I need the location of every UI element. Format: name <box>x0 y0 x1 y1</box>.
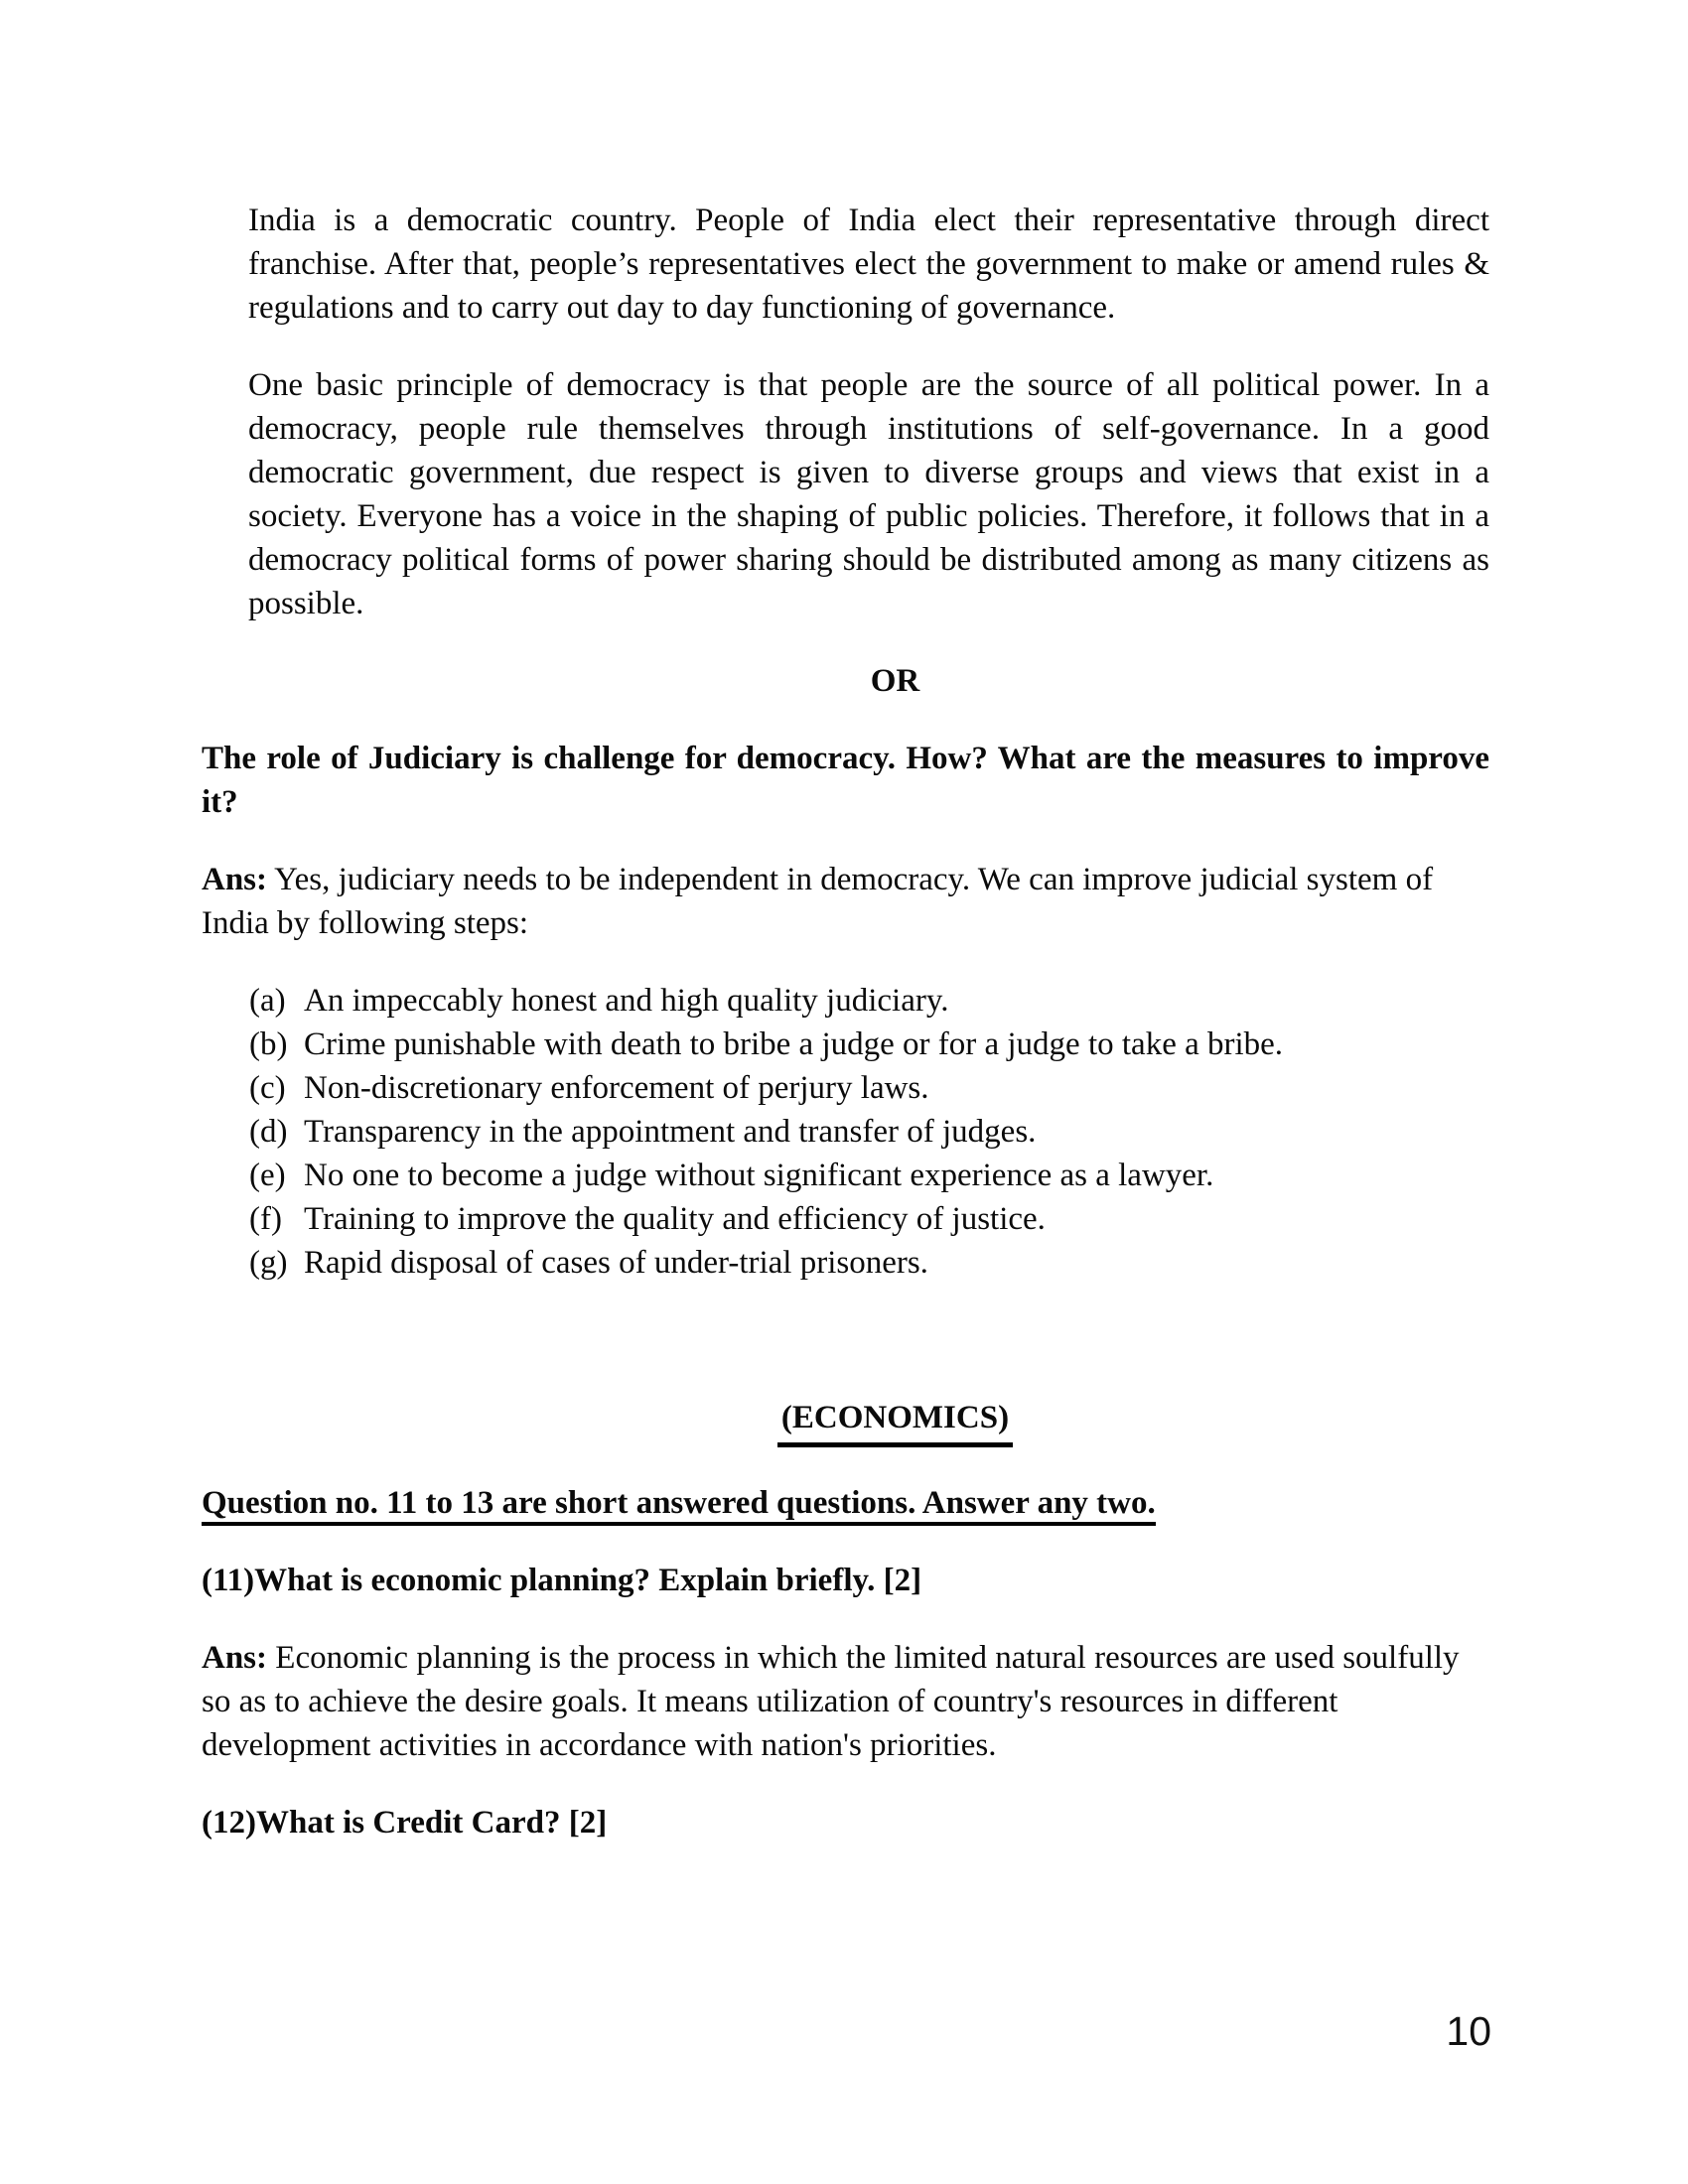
intro-paragraph-1: India is a democratic country. People of India elect their representative through direct franchise. After that, people’s representatives elect the government to make or amend rules & regulations and to carry out day to day functioning of governance. <box>248 203 1489 326</box>
answer-11 <box>202 1636 1489 1767</box>
list-text: Non-discretionary enforcement of perjury laws. <box>304 1070 929 1106</box>
question-12: (12)What is Credit Card? [2] <box>202 1805 608 1841</box>
list-marker: (g) <box>249 1245 288 1281</box>
answer-label: Ans: <box>202 1640 268 1676</box>
list-text: Training to improve the quality and efficiency of justice. <box>304 1201 1046 1237</box>
list-text: No one to become a judge without significant experience as a lawyer. <box>304 1158 1214 1193</box>
page-number: 10 <box>1446 2008 1491 2054</box>
list-marker: (d) <box>249 1114 288 1150</box>
list-marker: (c) <box>249 1070 286 1106</box>
list-marker: (f) <box>249 1201 282 1237</box>
list-item <box>202 1154 1489 1197</box>
list-text: Rapid disposal of cases of under-trial prisoners. <box>304 1245 928 1281</box>
list-marker: (b) <box>249 1026 288 1062</box>
or-separator: OR <box>870 663 920 699</box>
list-marker: (e) <box>249 1158 286 1193</box>
economics-section-heading: (ECONOMICS) <box>777 1396 1013 1447</box>
list-text: Transparency in the appointment and transfer of judges. <box>304 1114 1037 1150</box>
answer-text: Yes, judiciary needs to be independent in democracy. We can improve judicial system of India by following steps: <box>202 862 1434 941</box>
intro-paragraph-2: One basic principle of democracy is that people are the source of all political power. In a democracy, people rule themselves through institutions of self-governance. In a good democratic government, due respect is given to diverse groups and views that exist in a society. Everyone has a voice in the shaping of public policies. Therefore, it follows that in a democracy political forms of power sharing should be distributed among as many citizens as possible. <box>248 367 1489 621</box>
list-item <box>202 1023 1489 1066</box>
judiciary-answer <box>202 858 1489 945</box>
answer-label: Ans: <box>202 862 268 897</box>
instruction-heading-row <box>202 1481 1489 1525</box>
list-item <box>202 979 1489 1023</box>
question-11: (11)What is economic planning? Explain briefly. [2] <box>202 1563 922 1598</box>
judiciary-question: The role of Judiciary is challenge for democracy. How? What are the measures to improve it? <box>202 741 1489 820</box>
list-item <box>202 1110 1489 1154</box>
list-item <box>202 1241 1489 1285</box>
list-text: Crime punishable with death to bribe a judge or for a judge to take a bribe. <box>304 1026 1284 1062</box>
answer-text: Economic planning is the process in which the limited natural resources are used soulfully so as to achieve the desire goals. It means utilization of country's resources in different development activities in accordance with nation's priorities. <box>202 1640 1460 1763</box>
list-text: An impeccably honest and high quality judiciary. <box>304 983 949 1019</box>
judiciary-steps-list <box>202 979 1489 1285</box>
list-item <box>202 1066 1489 1110</box>
list-item <box>202 1197 1489 1241</box>
blank-line-spacer <box>202 1318 1489 1396</box>
economics-section-heading-row <box>202 1396 1489 1447</box>
instruction-heading: Question no. 11 to 13 are short answered questions. Answer any two. <box>202 1485 1156 1526</box>
list-marker: (a) <box>249 983 286 1019</box>
